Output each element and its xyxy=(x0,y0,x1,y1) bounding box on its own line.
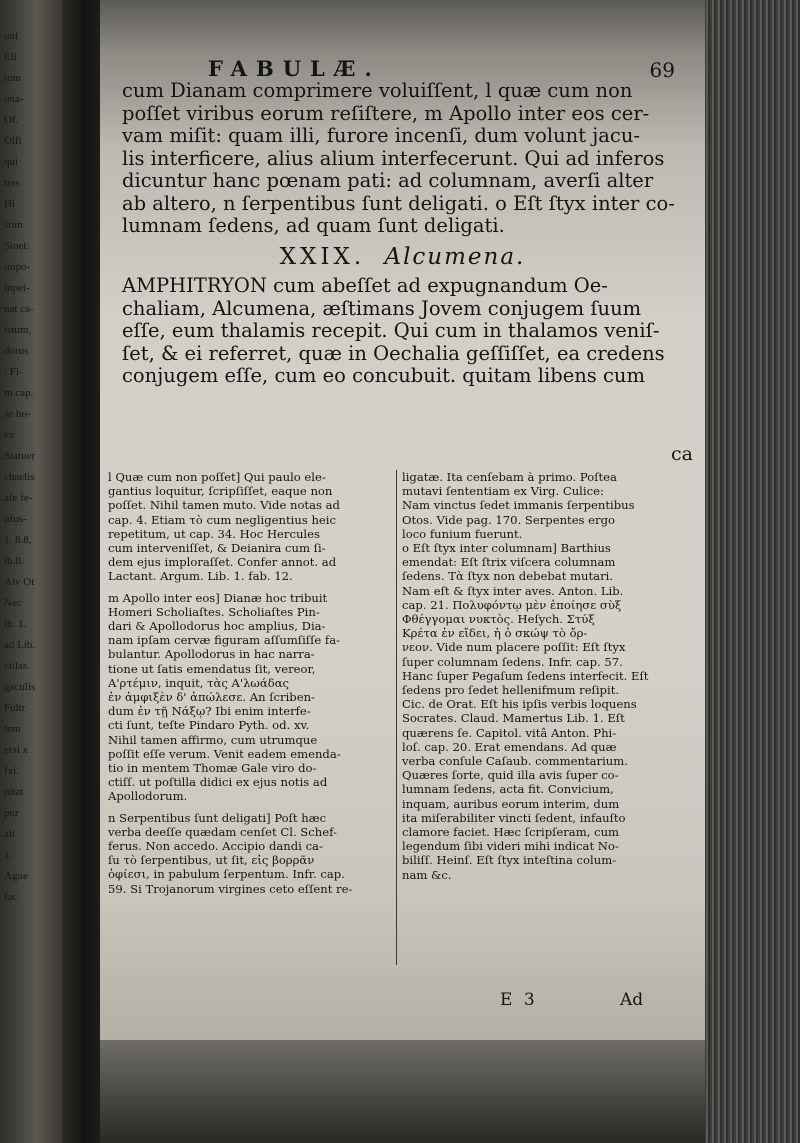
column-divider xyxy=(396,470,397,965)
note-line: n Serpentibus ſunt deligati] Poſt hæc xyxy=(108,810,327,825)
previous-page-fragment: Oifi xyxy=(4,135,22,147)
previous-page-fragment: ufus- xyxy=(4,513,27,525)
previous-page-fragment: Of. xyxy=(4,114,19,126)
footnotes xyxy=(100,470,705,1030)
previous-page-fragment: dorus xyxy=(4,345,29,357)
previous-page-fragment: ctilas. xyxy=(4,660,30,672)
note-gap xyxy=(108,804,368,811)
previous-page-fragment: 1. 8.8, xyxy=(4,534,32,546)
note-line: ferus. Non accedo. Accipio dandi ca- xyxy=(108,839,323,854)
previous-page-fragment: Sinet. xyxy=(4,240,30,252)
note-line: cap. 4. Etiam τὸ cum negligentius heic xyxy=(108,512,336,527)
note-line: ὀφίεσι, in pabulum ſerpentum. Infr. cap. xyxy=(108,867,345,882)
previous-page-fragment: impo- xyxy=(4,261,31,273)
note-line: dum ἐν τῇ Νάξῳ? Ibi enim interfe- xyxy=(108,704,311,719)
note-line: Nam eſt & ſtyx inter aves. Anton. Lib. xyxy=(402,583,624,598)
note-line: 59. Si Trojanorum virgines ceto eſſent re- xyxy=(108,881,353,896)
notes-left-column xyxy=(108,470,368,896)
previous-page-fragment: inpet- xyxy=(4,282,30,294)
previous-page-fragment: ib. 1. xyxy=(4,618,27,630)
previous-page-fragment: ; Fi- xyxy=(4,366,23,378)
note-line: cap. 21. Πολυφόντῳ μὲν ἐποίησε σὺξ xyxy=(402,597,622,612)
book-page xyxy=(100,0,705,1050)
text-line: conjugem eſſe, cum eo concubuit. quitam libens cum xyxy=(122,364,645,387)
note-line: Φθέγγομαι νυκτὸς. Heſych. Στύξ xyxy=(402,612,595,627)
note-line: ligatæ. Ita cenſebam à primo. Poſtea xyxy=(402,470,617,484)
previous-page-fragment: Eli xyxy=(4,51,17,63)
previous-page-edge xyxy=(0,0,62,1143)
previous-page-fragment: Fultr xyxy=(4,702,26,714)
note-line: lumnam ſedens, acta fit. Convicium, xyxy=(402,782,614,797)
previous-page-fragment: fac xyxy=(4,891,18,903)
text-line: lis interficere, alius alium interfecerunt. Qui ad inferos xyxy=(122,146,665,170)
note-line: clamore faciet. Hæc ſcripſeram, cum xyxy=(402,825,620,840)
text-line: chaliam, Alcumena, æſtimans Jovem conjugem ſuum xyxy=(122,296,642,320)
text-line: poſſet viribus eorum reſiſtere, m Apollo inter eos cer- xyxy=(122,101,650,125)
note-line: bulantur. Apollodorus in hac narra- xyxy=(108,647,315,662)
note-line: mutavi ſententiam ex Virg. Culice: xyxy=(402,484,604,499)
previous-page-fragment: 1. xyxy=(4,849,13,861)
note-line: cum interveniſſet, & Deianira cum ſi- xyxy=(108,541,326,556)
note-line: quærens ſe. Capitol. vitâ Anton. Phi- xyxy=(402,725,617,740)
section-name: Alcumena. xyxy=(384,244,526,270)
page-footer xyxy=(100,990,705,1014)
note-line: νεον. Vide num placere poſſit: Eſt ſtyx xyxy=(402,640,626,655)
notes-right-column xyxy=(402,470,667,882)
text-line: ab altero, n ſerpentibus ſunt deligati. o Eſt ſtyx inter co- xyxy=(122,191,675,215)
note-line: ſuper columnam ſedens. Infr. cap. 57. xyxy=(402,654,623,669)
previous-page-fragment: gaculis xyxy=(4,681,36,693)
note-line: verba conſule Caſaub. commentarium. xyxy=(402,754,628,769)
note-line: Κρέτα ἐν εἴδει, ἡ ὁ σκώψ τὸ ὄρ- xyxy=(402,626,588,641)
note-line: Nihil tamen affirmo, cum utrumque xyxy=(108,732,318,747)
note-line: Apollodorum. xyxy=(108,789,188,804)
previous-page-fragment: tum xyxy=(4,72,22,84)
text-line: dicuntur hanc pœnam pati: ad columnam, averſi alter xyxy=(122,169,654,192)
catchword-main: ca xyxy=(671,443,693,465)
previous-page-fragment: nat ca- xyxy=(4,303,34,315)
note-line: verba deeſſe quædam cenſet Cl. Schef- xyxy=(108,824,337,839)
section-text-block xyxy=(122,275,687,388)
note-line: ſu τὸ ſerpentibus, ut ſit, εἰς βορρᾶν xyxy=(108,853,315,868)
previous-page-fragment: ad Lib. xyxy=(4,639,36,651)
note-line: biliſſ. Heinſ. Eſt ſtyx inteſtina colum- xyxy=(402,853,617,868)
note-line: nam ipſam cervæ figuram aſſumſiſſe fa- xyxy=(108,633,341,648)
main-text-block xyxy=(122,80,687,238)
book-gutter xyxy=(62,0,102,1143)
note-line: gantius loquitur, ſcripſiſſet, eaque non xyxy=(108,484,333,499)
note-line: loſ. cap. 20. Erat emendans. Ad quæ xyxy=(402,739,617,754)
note-line: Nam vinctus ſedet immanis ſerpentibus xyxy=(402,498,635,513)
note-line: ſedens pro ſedet hellenifmum reſipit. xyxy=(402,683,620,698)
note-line: dari & Apollodorus hoc amplius, Dia- xyxy=(108,619,326,634)
previous-page-fragment: Aiv Ot xyxy=(4,576,35,588)
note-line: o Eſt ſtyx inter columnam] Barthius xyxy=(402,541,611,556)
note-line: l Quæ cum non poſſet] Qui paulo ele- xyxy=(108,470,326,484)
note-line: nam &c. xyxy=(402,867,452,882)
note-line: Lactant. Argum. Lib. 1. fab. 12. xyxy=(108,569,293,584)
note-line: Hanc ſuper Pegaſum ſedens interfecit. Eſt xyxy=(402,668,649,683)
note-gap xyxy=(108,584,368,591)
previous-page-fragment: ersi x xyxy=(4,744,29,756)
previous-page-fragment: pur xyxy=(4,807,19,819)
previous-page-fragment: istum, xyxy=(4,324,32,336)
section-heading xyxy=(100,244,705,270)
previous-page-fragment: chaelis xyxy=(4,471,35,483)
note-line: Cic. de Orat. Eſt his ipſis verbis loquens xyxy=(402,697,637,712)
note-line: ctiſſ. ut poſtilla didici ex ejus notis ad xyxy=(108,775,328,790)
signature-mark: E 3 xyxy=(500,990,538,1010)
page-bottom-shadow xyxy=(100,1040,705,1143)
note-line: Homeri Scholiaſtes. Scholiaſtes Pin- xyxy=(108,604,320,619)
previous-page-fragment: ex xyxy=(4,429,15,441)
previous-page-fragment: Ixi. xyxy=(4,765,19,777)
note-line: tio in mentem Thomæ Gale viro do- xyxy=(108,761,317,776)
previous-page-fragment: uni xyxy=(4,30,19,42)
note-line: Otos. Vide pag. 170. Serpentes ergo xyxy=(402,512,615,527)
previous-page-fragment: afe fe- xyxy=(4,492,33,504)
previous-page-fragment: m cap. xyxy=(4,387,34,399)
page-number: 69 xyxy=(649,58,675,82)
note-line: poſſit eſſe verum. Venit eadem emenda- xyxy=(108,746,341,761)
note-line: tione ut ſatis emendatus ſit, vereor, xyxy=(108,661,316,676)
note-line: loco funium fuerunt. xyxy=(402,526,523,541)
section-number: XXIX. xyxy=(279,244,366,270)
previous-page-fragment: Nec xyxy=(4,597,22,609)
note-line: emendat: Eſt ſtrix viſcera columnam xyxy=(402,555,616,570)
note-line: ſedens. Τὰ ſtyx non debebat mutari. xyxy=(402,569,614,584)
previous-page-fragment: stim xyxy=(4,219,23,231)
previous-page-fragment: tres xyxy=(4,177,20,189)
text-line: AMPHITRYON cum abeſſet ad expugnandum Oe- xyxy=(122,274,608,297)
previous-page-fragment: qui xyxy=(4,156,19,168)
note-line: dem ejus imploraſſet. Confer annot. ad xyxy=(108,555,337,570)
text-line: cum Dianam comprimere voluiſſent, l quæ cum non xyxy=(122,79,633,102)
previous-page-fragment: Ague xyxy=(4,870,28,882)
note-line: inquam, auribus eorum interim, dum xyxy=(402,796,620,811)
text-line: lumnam ſedens, ad quam ſunt deligati. xyxy=(122,214,505,237)
note-line: repetitum, ut cap. 34. Hoc Hercules xyxy=(108,526,320,541)
text-line: vam miſit: quam illi, furore incenſi, dum volunt jacu- xyxy=(122,124,640,147)
previous-page-fragment: Hi xyxy=(4,198,15,210)
previous-page-fragment: pitat xyxy=(4,786,24,798)
previous-page-fragment: ib.ll. xyxy=(4,555,25,567)
note-line: cti ſunt, teſte Pindaro Pyth. od. xv. xyxy=(108,718,310,733)
note-line: Quæres ſorte, quid illa avis ſuper co- xyxy=(402,768,619,783)
note-line: ἐν ἀμφιξὲν δ' ἀπώλεσε. An ſcriben- xyxy=(108,690,315,705)
note-line: ita miſerabiliter vincti ſedent, infauſto xyxy=(402,810,626,825)
previous-page-fragment: Statuer xyxy=(4,450,36,462)
text-line: eſſe, eum thalamis recepit. Qui cum in thalamos veniſ- xyxy=(122,319,660,342)
note-line: Α'ρτέμιν, inquit, τὰς Α'λωάδας xyxy=(108,675,290,690)
note-line: m Apollo inter eos] Dianæ hoc tribuit xyxy=(108,590,328,605)
note-line: poſſet. Nihil tamen muto. Vide notas ad xyxy=(108,498,340,513)
page-stack-edge xyxy=(705,0,800,1143)
note-line: legendum ſibi videri mihi indicat No- xyxy=(402,839,619,854)
previous-page-fragment: Je ho- xyxy=(4,408,31,420)
running-head: FABULÆ. xyxy=(208,56,381,81)
note-line: Socrates. Claud. Mamertus Lib. 1. Eſt xyxy=(402,711,625,726)
text-line: ſet, & ei referret, quæ in Oechalia geſſiſſet, ea credens xyxy=(122,341,665,365)
catchword-footer: Ad xyxy=(620,990,644,1010)
previous-page-fragment: alt xyxy=(4,828,15,840)
previous-page-fragment: tem xyxy=(4,723,21,735)
previous-page-fragment: ona- xyxy=(4,93,24,105)
